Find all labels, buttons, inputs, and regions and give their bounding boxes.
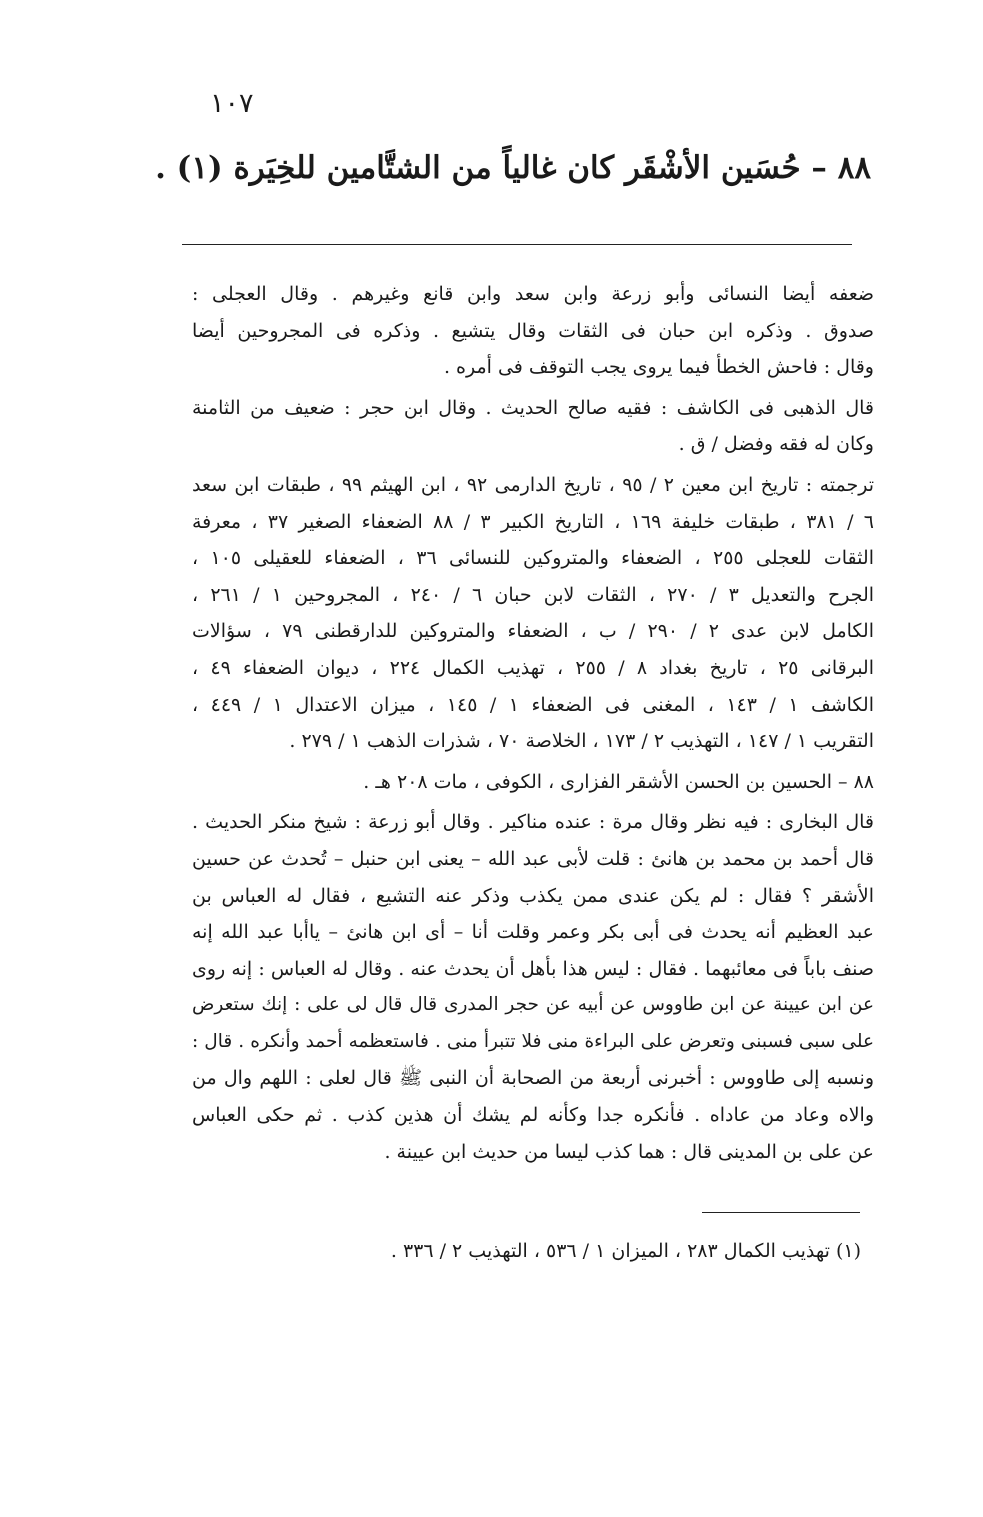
text-line: ضعفه أيضا النسائى وأبو زرعة وابن سعد وابن قانع وغيرهم . وقال العجلى : [192, 283, 874, 305]
text-line: على سبى فسبنى وتعرض على البراءة منى فلا تتبرأ منى . فاستعظمه أحمد وأنكره . قال : [192, 1030, 874, 1052]
entry-heading: ٨٨ – حُسَين الأشْقَر كان غالياً من الشتَّامين للخِيَرة (١) . [155, 150, 871, 186]
text-line: وكان له فقه وفضل / ق . [678, 433, 874, 456]
text-line: صنف باباً فى معائبهما . فقال : ليس هذا بأهل أن يحدث عنه . وقال له العباس : إنه روى [192, 957, 874, 980]
text-line: صدوق . وذكره ابن حبان فى الثقات وقال يتشيع . وذكره فى المجروحين أيضا [192, 319, 874, 342]
text-line: وقال : فاحش الخطأ فيما يروى يجب التوقف فى أمره . [443, 356, 874, 379]
text-line: الكاشف ١ / ١٤٣ ، المغنى فى الضعفاء ١ / ١٤٥ ، ميزان الاعتدال ١ / ٤٤٩ ، [192, 693, 874, 716]
footnote-divider [702, 1212, 860, 1213]
text-line: الأشقر ؟ فقال : لم يكن عندى ممن يكذب وذكر عنه التشيع ، فقال له العباس بن [192, 884, 874, 907]
text-line: عبد العظيم أنه يحدث فى أبى بكر وعمر وقلت أنا – أى ابن هانئ – ياأبا عبد الله إنه [192, 921, 874, 944]
text-line: ٨٨ – الحسين بن الحسن الأشقر الفزارى ، الكوفى ، مات ٢٠٨ هـ . [363, 770, 874, 793]
paragraph-narrations [192, 804, 874, 1170]
commentary-body [192, 276, 874, 1174]
text-line: ٦ / ٣٨١ ، طبقات خليفة ١٦٩ ، التاريخ الكبير ٣ / ٨٨ الضعفاء الصغير ٣٧ ، معرفة [192, 510, 875, 533]
text-line: عن على بن المدينى قال : هما كذب ليسا من حديث ابن عيينة . [384, 1140, 874, 1163]
paragraph-dhahabi [192, 390, 874, 463]
text-line: والاه وعاد من عاداه . فأنكره جدا وكأنه لم يشك أن هذين كذب . ثم حكى العباس [192, 1104, 874, 1127]
text-line: ونسبه إلى طاووس : أخبرنى أربعة من الصحابة أن النبى ﷺ قال لعلى : اللهم وال من [192, 1067, 874, 1090]
text-line: الثقات للعجلى ٢٥٥ ، الضعفاء والمتروكين للنسائى ٣٦ ، الضعفاء للعقيلى ١٠٥ ، [192, 547, 874, 570]
text-line: عن ابن عيينة عن ابن طاووس عن أبيه عن حجر المدرى قال قال لى على : إنك ستعرض [192, 994, 874, 1016]
text-line: قال البخارى : فيه نظر وقال مرة : عنده مناكير . وقال أبو زرعة : شيخ منكر الحديث . [192, 811, 874, 834]
footnote: (١) تهذيب الكمال ٢٨٣ ، الميزان ١ / ٥٣٦ ، التهذيب ٢ / ٣٣٦ . [390, 1240, 861, 1262]
text-line: الكامل لابن عدى ٢ / ٢٩٠ / ب ، الضعفاء والمتروكين للدارقطنى ٧٩ ، سؤالات [192, 620, 874, 643]
text-line: قال الذهبى فى الكاشف : فقيه صالح الحديث . وقال ابن حجر : ضعيف من الثامنة [192, 396, 874, 419]
text-line: الجرح والتعديل ٣ / ٢٧٠ ، الثقات لابن حبان ٦ / ٢٤٠ ، المجروحين ١ / ٢٦١ ، [192, 583, 875, 606]
text-line: قال أحمد بن محمد بن هانئ : قلت لأبى عبد الله – يعنى ابن حنبل – تُحدث عن حسين [192, 847, 874, 870]
paragraph-entry-name [192, 764, 874, 801]
text-line: التقريب ١ / ١٤٧ ، التهذيب ٢ / ١٧٣ ، الخلاصة ٧٠ ، شذرات الذهب ١ / ٢٧٩ . [289, 730, 874, 753]
page-number: ١٠٧ [210, 88, 254, 119]
heading-divider [182, 244, 852, 245]
paragraph-biography-sources [192, 467, 874, 760]
text-line: البرقانى ٢٥ ، تاريخ بغداد ٨ / ٢٥٥ ، تهذيب الكمال ٢٢٤ ، ديوان الضعفاء ٤٩ ، [192, 656, 875, 679]
paragraph-weakness [192, 276, 874, 386]
text-line: ترجمته : تاريخ ابن معين ٢ / ٩٥ ، تاريخ الدارمى ٩٢ ، ابن الهيثم ٩٩ ، طبقات ابن سعد [192, 473, 875, 496]
